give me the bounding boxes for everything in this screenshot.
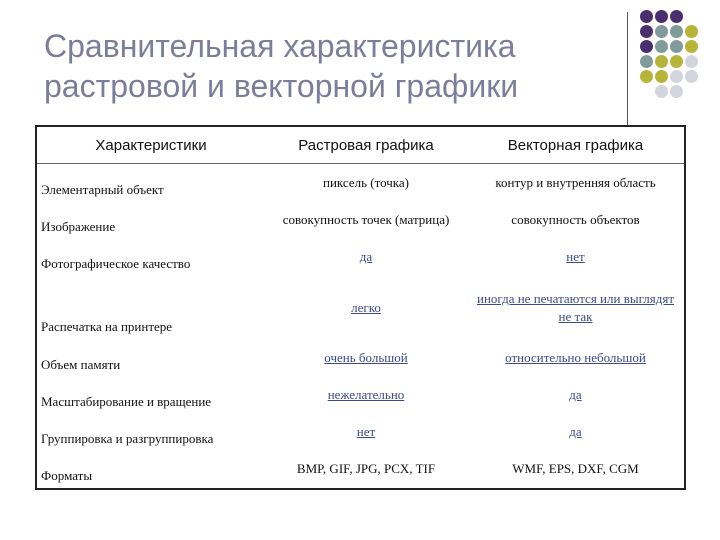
comparison-table: [35, 125, 686, 490]
dot: [670, 85, 683, 98]
dot: [685, 55, 698, 68]
raster-cell: [265, 339, 467, 376]
vector-link[interactable]: нет: [566, 249, 585, 265]
dot: [655, 10, 668, 23]
table-row: [37, 276, 684, 340]
dot: [670, 55, 683, 68]
dot: [640, 10, 653, 23]
vector-link[interactable]: иногда не печатаются или выглядят не так: [476, 290, 674, 324]
table-row: [37, 202, 684, 239]
dot: [640, 40, 653, 53]
slide-title: Сравнительная характеристика растровой и векторной графики: [44, 28, 519, 104]
title-divider: [627, 12, 628, 132]
raster-cell: [265, 276, 467, 340]
raster-cell: BMP, GIF, JPG, PCX, TIF: [296, 461, 436, 477]
vector-link[interactable]: да: [569, 387, 582, 403]
raster-cell: [265, 377, 467, 414]
feature-cell: Группировка и разгруппировка: [41, 430, 214, 446]
dot: [640, 70, 653, 83]
feature-cell: Распечатка на принтере: [41, 319, 173, 335]
decorative-dot-grid: [640, 10, 720, 120]
vector-link[interactable]: да: [569, 424, 582, 440]
raster-cell: совокупность точек (матрица): [282, 212, 450, 228]
dot: [640, 55, 653, 68]
table-row: [37, 164, 684, 202]
dot: [685, 40, 698, 53]
feature-cell: Элементарный объект: [41, 181, 164, 197]
dot: [640, 25, 653, 38]
column-header: Характеристики: [37, 127, 265, 164]
dot: [655, 85, 668, 98]
feature-cell: Изображение: [41, 218, 116, 234]
raster-cell: [265, 414, 467, 451]
raster-link[interactable]: легко: [351, 299, 381, 315]
vector-link[interactable]: относительно небольшой: [505, 349, 646, 365]
dot: [655, 55, 668, 68]
raster-link[interactable]: нежелательно: [327, 387, 405, 403]
dot: [655, 40, 668, 53]
dot: [670, 10, 683, 23]
dot: [670, 40, 683, 53]
vector-cell: [467, 339, 684, 376]
dot: [685, 70, 698, 83]
dot: [670, 25, 683, 38]
feature-cell: Форматы: [41, 468, 93, 483]
raster-cell: пиксель (точка): [322, 174, 410, 190]
dot: [655, 70, 668, 83]
dot: [670, 70, 683, 83]
raster-cell: [265, 239, 467, 276]
vector-cell: [467, 276, 684, 340]
table-row: [37, 377, 684, 414]
feature-cell: Фотографическое качество: [41, 255, 191, 271]
vector-cell: контур и внутренняя область: [495, 174, 656, 190]
vector-cell: [467, 414, 684, 451]
raster-link[interactable]: да: [359, 249, 373, 265]
vector-cell: [467, 377, 684, 414]
column-header: Векторная графика: [467, 127, 684, 164]
table-row: [37, 451, 684, 488]
table-header-row: [37, 127, 684, 164]
feature-cell: Объем памяти: [41, 356, 121, 372]
vector-cell: [467, 239, 684, 276]
vector-cell: WMF, EPS, DXF, CGM: [512, 461, 639, 477]
raster-link[interactable]: нет: [356, 424, 376, 440]
raster-link[interactable]: очень большой: [324, 349, 408, 365]
column-header: Растровая графика: [265, 127, 467, 164]
table-row: [37, 414, 684, 451]
feature-cell: Масштабирование и вращение: [41, 393, 212, 409]
dot: [655, 25, 668, 38]
table-row: [37, 339, 684, 376]
vector-cell: совокупность объектов: [511, 212, 640, 228]
dot: [685, 25, 698, 38]
table-row: [37, 239, 684, 276]
